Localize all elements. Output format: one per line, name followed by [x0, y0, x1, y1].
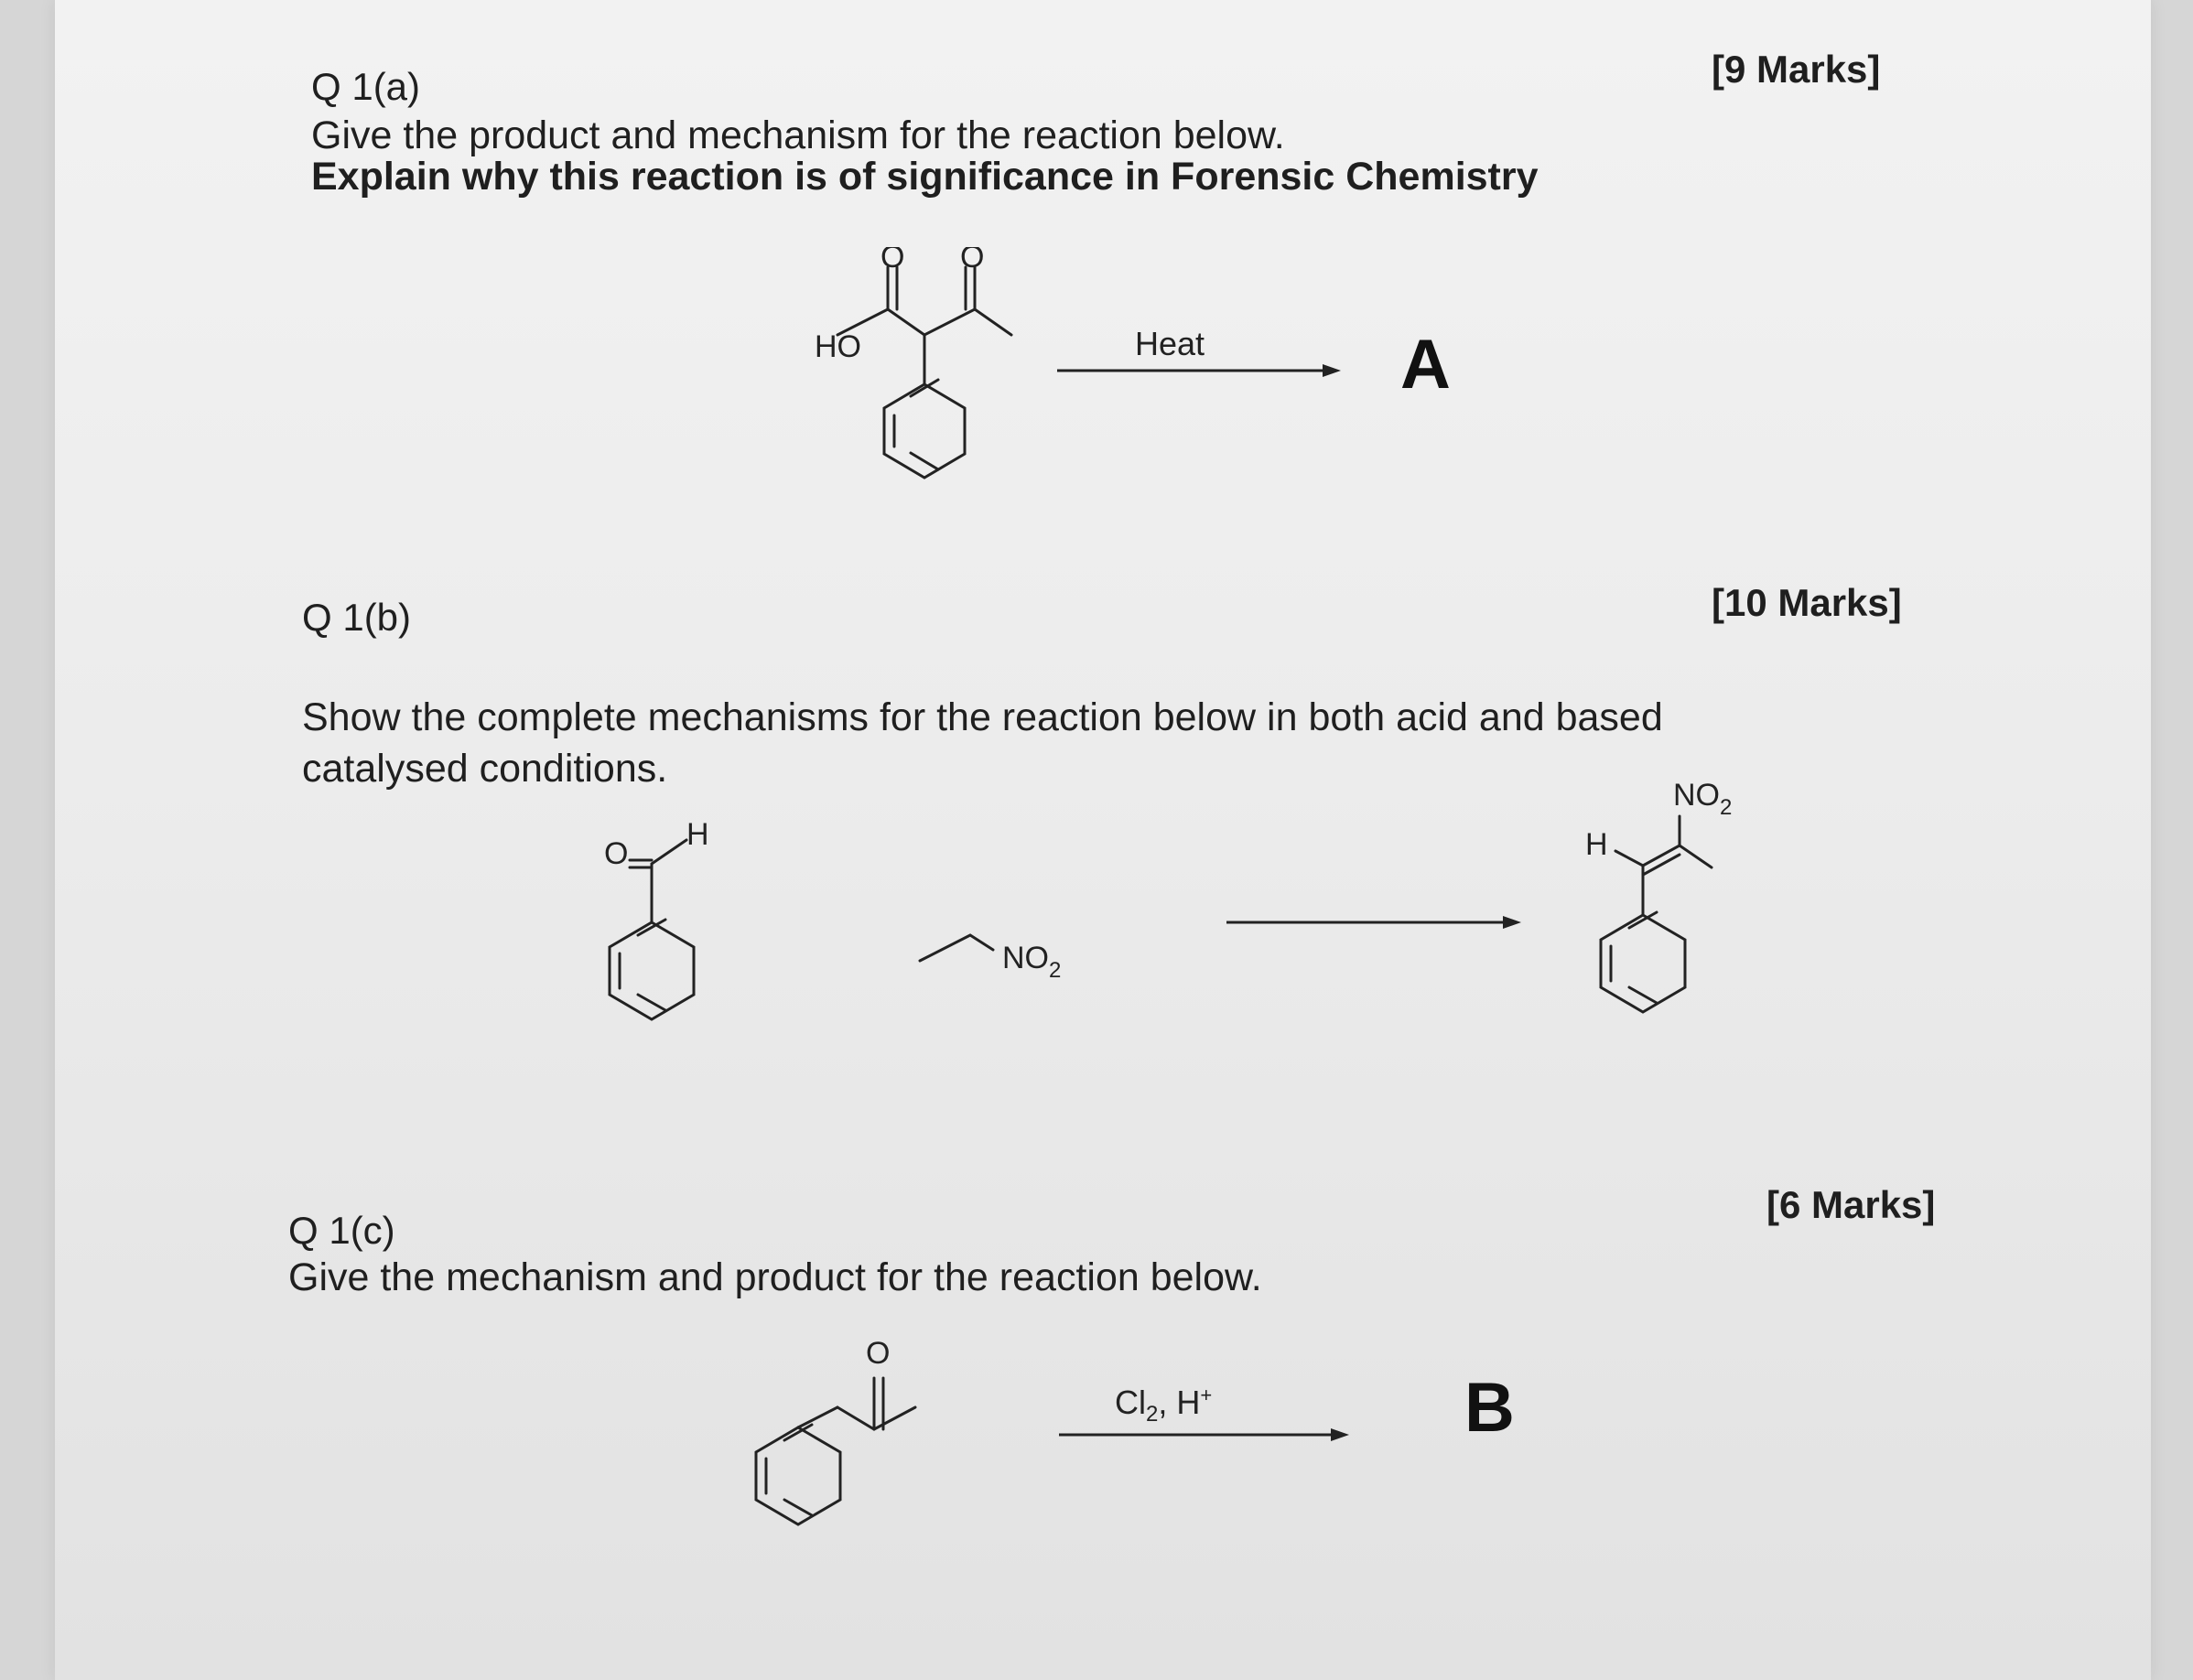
q1b-reactant-no2-label: $NO_2$: [1002, 941, 1062, 983]
q1c-reagent: $Cl_2$, H+: [1115, 1384, 1213, 1427]
q1a-oxygen-label-1: O: [880, 247, 905, 275]
q1c-acetophenone-structure: [723, 1327, 943, 1546]
q1b-title: Q 1(b): [302, 596, 412, 639]
q1b-aldehyde-oxygen-label: O: [604, 836, 629, 871]
q1c-title: Q 1(c): [288, 1209, 395, 1252]
q1b-product-hydrogen-label: H: [1585, 827, 1608, 862]
q1a-marks: [9 Marks]: [1712, 48, 1881, 91]
q1a-ho-label: HO: [815, 329, 861, 364]
q1b-aldehyde-hydrogen-label: H: [686, 817, 709, 852]
q1a-product-label: A: [1400, 326, 1451, 404]
q1b-product-no2-label: $NO_2$: [1673, 778, 1733, 820]
q1c-marks: [6 Marks]: [1766, 1183, 1936, 1226]
q1c-carbonyl-oxygen-label: O: [866, 1336, 891, 1371]
q1a-title: Q 1(a): [311, 65, 421, 108]
q1a-oxygen-label-2: O: [960, 247, 985, 275]
q1a-reagent: Heat: [1135, 325, 1205, 362]
q1b-instruction-line-2: catalysed conditions.: [302, 747, 668, 791]
q1c-instruction-line-1: Give the mechanism and product for the reaction below.: [288, 1255, 1262, 1299]
q1a-instruction-line-2: Explain why this reaction is of significance in Forensic Chemistry: [311, 155, 1539, 199]
q1b-marks: [10 Marks]: [1712, 581, 1902, 624]
exam-page: [55, 0, 2151, 1680]
q1a-instruction-line-1: Give the product and mechanism for the reaction below.: [311, 113, 1285, 157]
q1b-instruction-line-1: Show the complete mechanisms for the reaction below in both acid and based: [302, 695, 1663, 739]
question-1c: [55, 0, 2151, 1680]
q1c-product-label: B: [1464, 1369, 1515, 1447]
